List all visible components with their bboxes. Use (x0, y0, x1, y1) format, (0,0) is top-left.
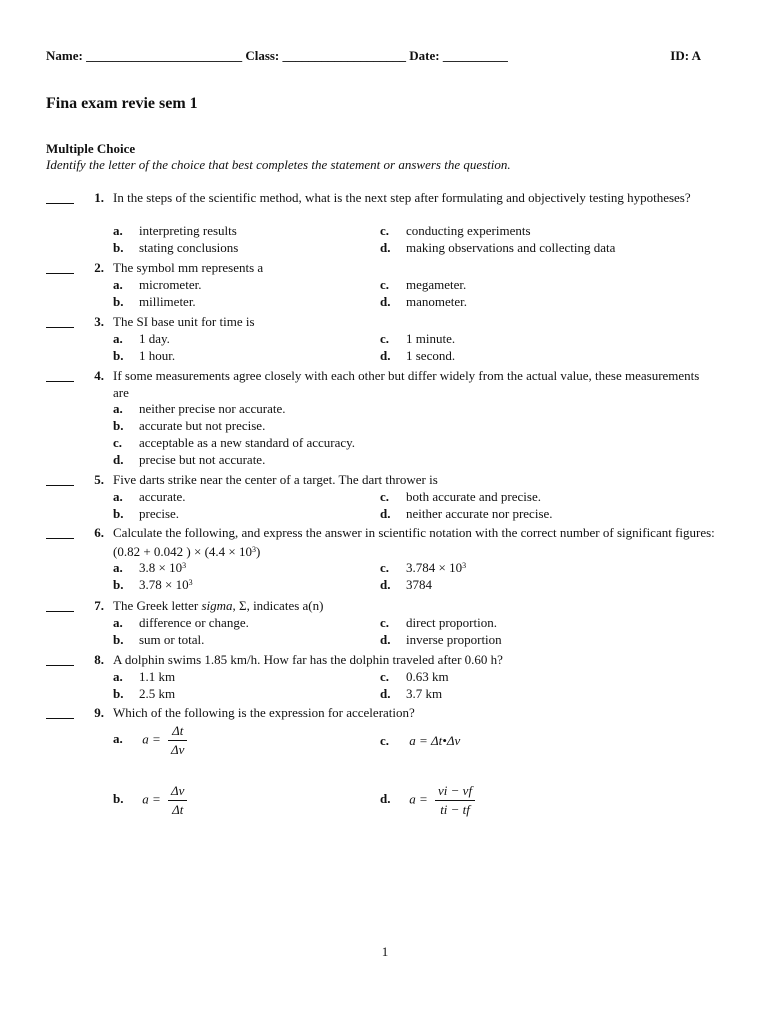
exponent: 3 (182, 561, 187, 570)
option-letter: a. (113, 277, 123, 292)
option-letter: d. (380, 577, 391, 592)
stem-end: ) (255, 543, 261, 559)
option-c (380, 615, 497, 631)
option-text: 1 minute. (406, 331, 456, 346)
question-stem (113, 598, 717, 615)
question-number: 6. (94, 525, 104, 540)
instructions: Identify the letter of the choice that best completes the statement or answers the question. (46, 157, 511, 172)
question-number: 5. (94, 472, 104, 487)
question-stem (113, 525, 717, 560)
formula-lhs: a = (409, 791, 428, 807)
exponent: 3 (188, 578, 193, 587)
option-text: difference or change. (139, 615, 249, 630)
option-d (380, 506, 553, 522)
option-a (113, 277, 201, 293)
option-letter: c. (380, 277, 390, 292)
option-letter: c. (113, 435, 123, 450)
exponent: 3 (462, 561, 467, 570)
question-number: 4. (94, 368, 104, 383)
option-text: accurate but not precise. (139, 418, 266, 433)
formula-expression: a = Δt•Δv (409, 733, 461, 748)
option-letter: d. (380, 791, 391, 807)
option-text: conducting experiments (406, 223, 531, 238)
fraction (168, 722, 187, 759)
header-id: ID: A (670, 48, 701, 63)
option-text: neither accurate nor precise. (406, 506, 553, 521)
option-text: neither precise nor accurate. (139, 401, 286, 416)
option-text: 3.78 × 10 (139, 577, 189, 592)
option-c (113, 435, 355, 451)
option-text: 1 hour. (139, 348, 176, 363)
option-c (380, 331, 455, 347)
question-number: 7. (94, 598, 104, 613)
fraction (435, 782, 475, 819)
option-text: manometer. (406, 294, 468, 309)
option-letter: b. (113, 632, 124, 647)
option-b (113, 686, 175, 702)
option-letter: d. (380, 240, 391, 255)
option-text: making observations and collecting data (406, 240, 616, 255)
option-text: both accurate and precise. (406, 489, 541, 504)
option-letter: a. (113, 401, 123, 416)
question-stem: If some measurements agree closely with each other but differ widely from the actual value, these measurements are (113, 368, 700, 400)
option-letter: c. (380, 560, 390, 575)
option-letter: b. (113, 577, 124, 592)
option-letter: c. (380, 223, 390, 238)
numerator: Δt (168, 722, 187, 741)
header-fields: Name: ________________________ Class: ___________________ Date: __________ (46, 48, 508, 63)
question-number: 8. (94, 652, 104, 667)
formula-rhs: = Δt•Δv (419, 733, 461, 748)
question-stem: The symbol mm represents a (113, 260, 264, 275)
option-letter: b. (113, 791, 124, 807)
option-letter: b. (113, 418, 124, 433)
option-d (380, 782, 475, 819)
option-letter: d. (380, 686, 391, 701)
option-c (380, 489, 541, 505)
option-d (380, 348, 455, 364)
page-number: 1 (381, 944, 389, 959)
option-d (113, 452, 265, 468)
option-text: 3.7 km (406, 686, 443, 701)
option-letter: a. (113, 615, 123, 630)
question-number: 1. (94, 190, 104, 205)
option-letter: d. (380, 506, 391, 521)
option-letter: d. (113, 452, 124, 467)
denominator: Δv (171, 742, 185, 757)
question-number: 3. (94, 314, 104, 329)
option-b (113, 294, 196, 310)
option-a (113, 560, 186, 576)
option-d (380, 240, 615, 256)
option-text: precise but not accurate. (139, 452, 266, 467)
option-text: accurate. (139, 489, 186, 504)
option-letter: a. (113, 669, 123, 684)
option-text: 1 second. (406, 348, 456, 363)
question-stem: Five darts strike near the center of a target. The dart thrower is (113, 472, 438, 487)
option-letter: b. (113, 294, 124, 309)
option-letter: b. (113, 686, 124, 701)
option-letter: c. (380, 331, 390, 346)
option-b (113, 418, 265, 434)
option-text: megameter. (406, 277, 467, 292)
question-stem: Which of the following is the expression for acceleration? (113, 705, 415, 720)
option-letter: a. (113, 489, 123, 504)
option-text: 3784 (406, 577, 432, 592)
fraction (168, 782, 187, 819)
option-letter: d. (380, 294, 391, 309)
stem-text: Calculate the following, and express the answer in scientific notation with the correct number of significant figures: (0.82 + 0.042 ) × (4.4 × 10 (113, 525, 715, 559)
option-text: 0.63 km (406, 669, 449, 684)
option-letter: b. (113, 348, 124, 363)
denominator: ti − tf (440, 802, 470, 817)
exponent: 3 (251, 544, 256, 554)
option-a (113, 401, 286, 417)
numerator: vi − vf (435, 782, 475, 801)
option-b (113, 348, 175, 364)
option-letter: a. (113, 331, 123, 346)
option-letter: a. (113, 223, 123, 238)
stem-text: The Greek letter (113, 598, 202, 613)
option-a (113, 615, 249, 631)
question-number: 2. (94, 260, 104, 275)
option-letter: d. (380, 348, 391, 363)
question-stem: In the steps of the scientific method, what is the next step after formulating and objectively testing hypotheses? (113, 190, 691, 205)
option-d (380, 294, 467, 310)
option-text: inverse proportion (406, 632, 502, 647)
option-letter: b. (113, 506, 124, 521)
option-b (113, 782, 187, 819)
option-c (380, 733, 460, 749)
numerator: Δv (168, 782, 187, 801)
option-a (113, 669, 175, 685)
option-text: interpreting results (139, 223, 237, 238)
option-b (113, 506, 179, 522)
stem-italic: sigma (201, 598, 233, 613)
option-b (113, 632, 204, 648)
option-letter: b. (113, 240, 124, 255)
question-stem: The SI base unit for time is (113, 314, 255, 329)
option-letter: d. (380, 632, 391, 647)
section-heading: Multiple Choice (46, 141, 136, 156)
option-c (380, 277, 466, 293)
option-d (380, 686, 442, 702)
option-text: 1 day. (139, 331, 170, 346)
question-stem: A dolphin swims 1.85 km/h. How far has the dolphin traveled after 0.60 h? (113, 652, 503, 667)
option-text: sum or total. (139, 632, 205, 647)
question-number: 9. (94, 705, 104, 720)
option-text: micrometer. (139, 277, 202, 292)
option-c (380, 669, 449, 685)
option-c (380, 223, 531, 239)
option-b (113, 577, 193, 593)
option-a (113, 331, 170, 347)
option-text: 2.5 km (139, 686, 176, 701)
header (46, 48, 701, 64)
option-b (113, 240, 238, 256)
option-text: 3.784 × 10 (406, 560, 463, 575)
option-a (113, 223, 237, 239)
option-text: acceptable as a new standard of accuracy. (139, 435, 356, 450)
option-text: stating conclusions (139, 240, 239, 255)
option-text: 1.1 km (139, 669, 176, 684)
stem-text-end: , Σ, indicates a(n) (232, 598, 324, 613)
option-text: millimeter. (139, 294, 196, 309)
formula-lhs: a = (142, 731, 161, 747)
option-a (113, 489, 186, 505)
option-text: direct proportion. (406, 615, 497, 630)
formula-lhs: a = (142, 791, 161, 807)
option-text: 3.8 × 10 (139, 560, 183, 575)
option-letter: c. (380, 669, 390, 684)
page-title: Fina exam revie sem 1 (46, 95, 198, 112)
option-a (113, 722, 187, 759)
option-d (380, 577, 432, 593)
option-letter: a. (113, 731, 123, 747)
option-letter: c. (380, 615, 390, 630)
denominator: Δt (172, 802, 184, 817)
option-letter: c. (380, 489, 390, 504)
option-letter: c. (380, 733, 390, 748)
option-c (380, 560, 466, 576)
option-letter: a. (113, 560, 123, 575)
option-d (380, 632, 502, 648)
option-text: precise. (139, 506, 180, 521)
